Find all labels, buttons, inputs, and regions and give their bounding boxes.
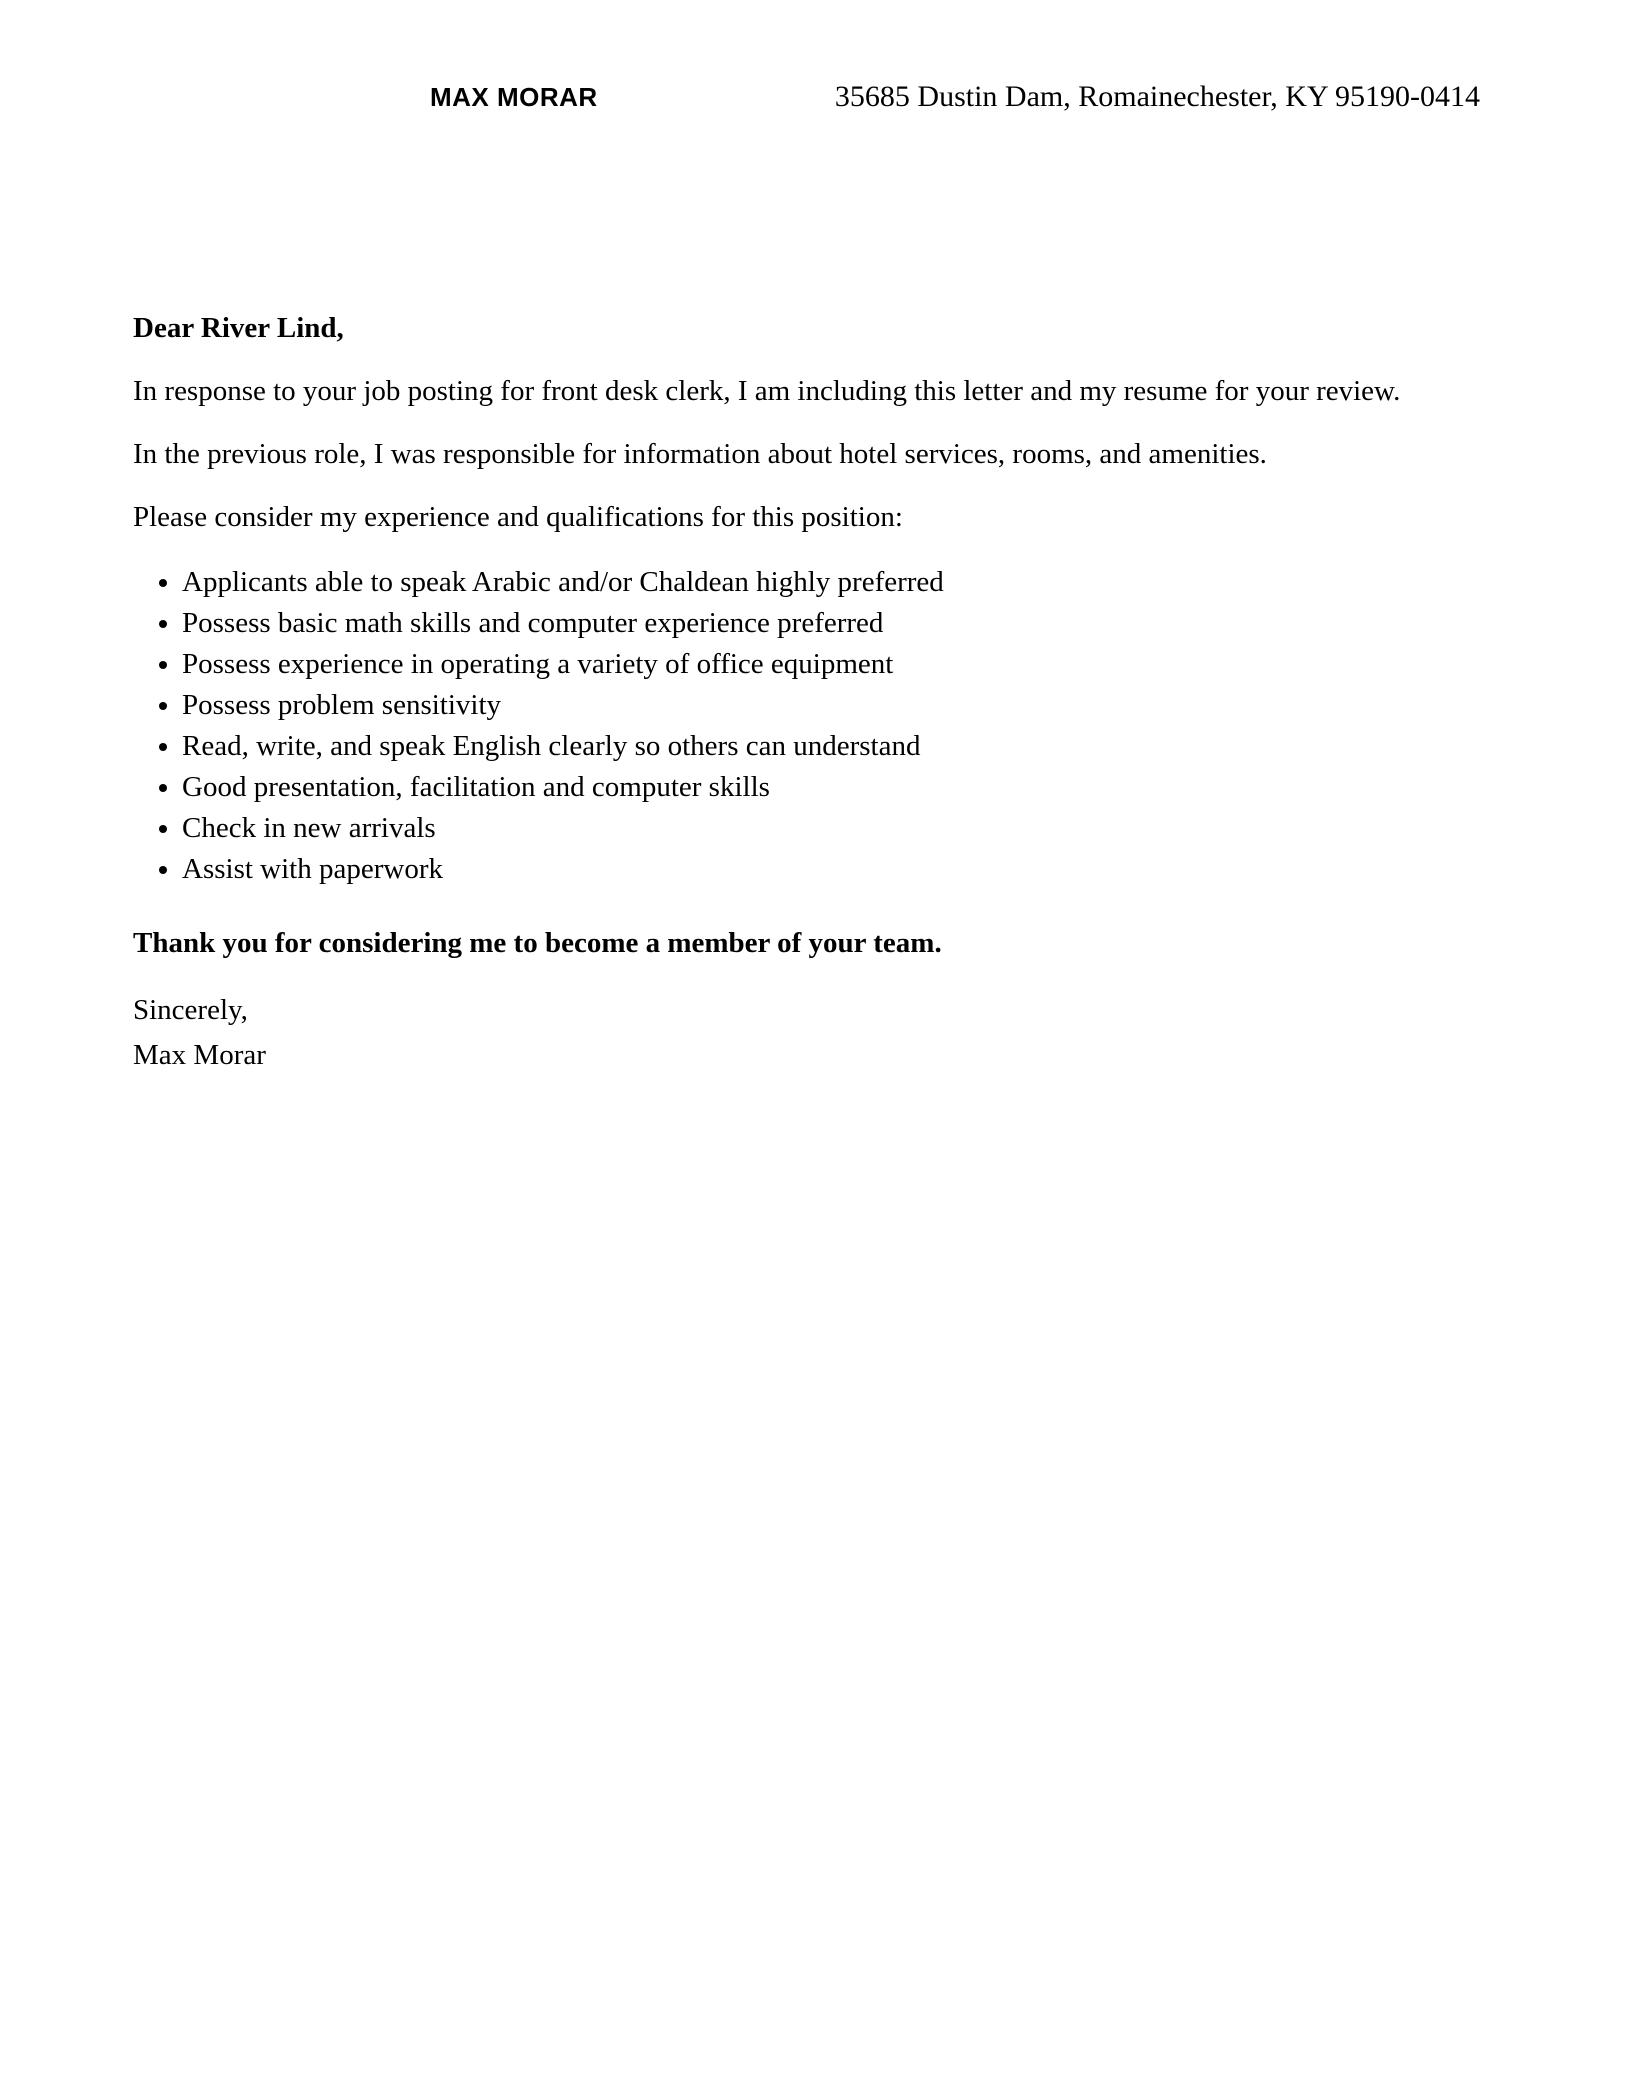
qualification-item: • Possess basic math skills and computer experience preferred [182, 603, 1502, 644]
sender-address: 35685 Dustin Dam, Romainechester, KY 95190-0414 [834, 80, 1480, 113]
qualification-item: • Read, write, and speak English clearly so others can understand [182, 726, 1502, 767]
closing-statement: Thank you for considering me to become a member of your team. [133, 927, 942, 959]
letter-header [0, 0, 1632, 114]
sender-name: MAX MORAR [430, 82, 598, 112]
qualification-item: • Check in new arrivals [182, 808, 1502, 849]
qualification-item: • Applicants able to speak Arabic and/or Chaldean highly preferred [182, 562, 1502, 603]
qualification-item: • Good presentation, facilitation and computer skills [182, 767, 1502, 808]
paragraph-consider: Please consider my experience and qualifications for this position: [133, 501, 903, 533]
qualification-item: • Possess experience in operating a variety of office equipment [182, 644, 1502, 685]
letter-body [133, 310, 1502, 1078]
signoff: Sincerely, [133, 994, 248, 1026]
signature-block [133, 988, 1502, 1078]
qualifications-list [133, 562, 1502, 890]
salutation: Dear River Lind, [133, 312, 344, 344]
qualification-item: • Assist with paperwork [182, 849, 1502, 890]
qualification-item: • Possess problem sensitivity [182, 685, 1502, 726]
paragraph-previous-role: In the previous role, I was responsible for information about hotel services, rooms, and amenities. [133, 438, 1267, 470]
signature-name: Max Morar [133, 1039, 266, 1071]
paragraph-intro: In response to your job posting for front desk clerk, I am including this letter and my resume for your review. [133, 375, 1401, 407]
